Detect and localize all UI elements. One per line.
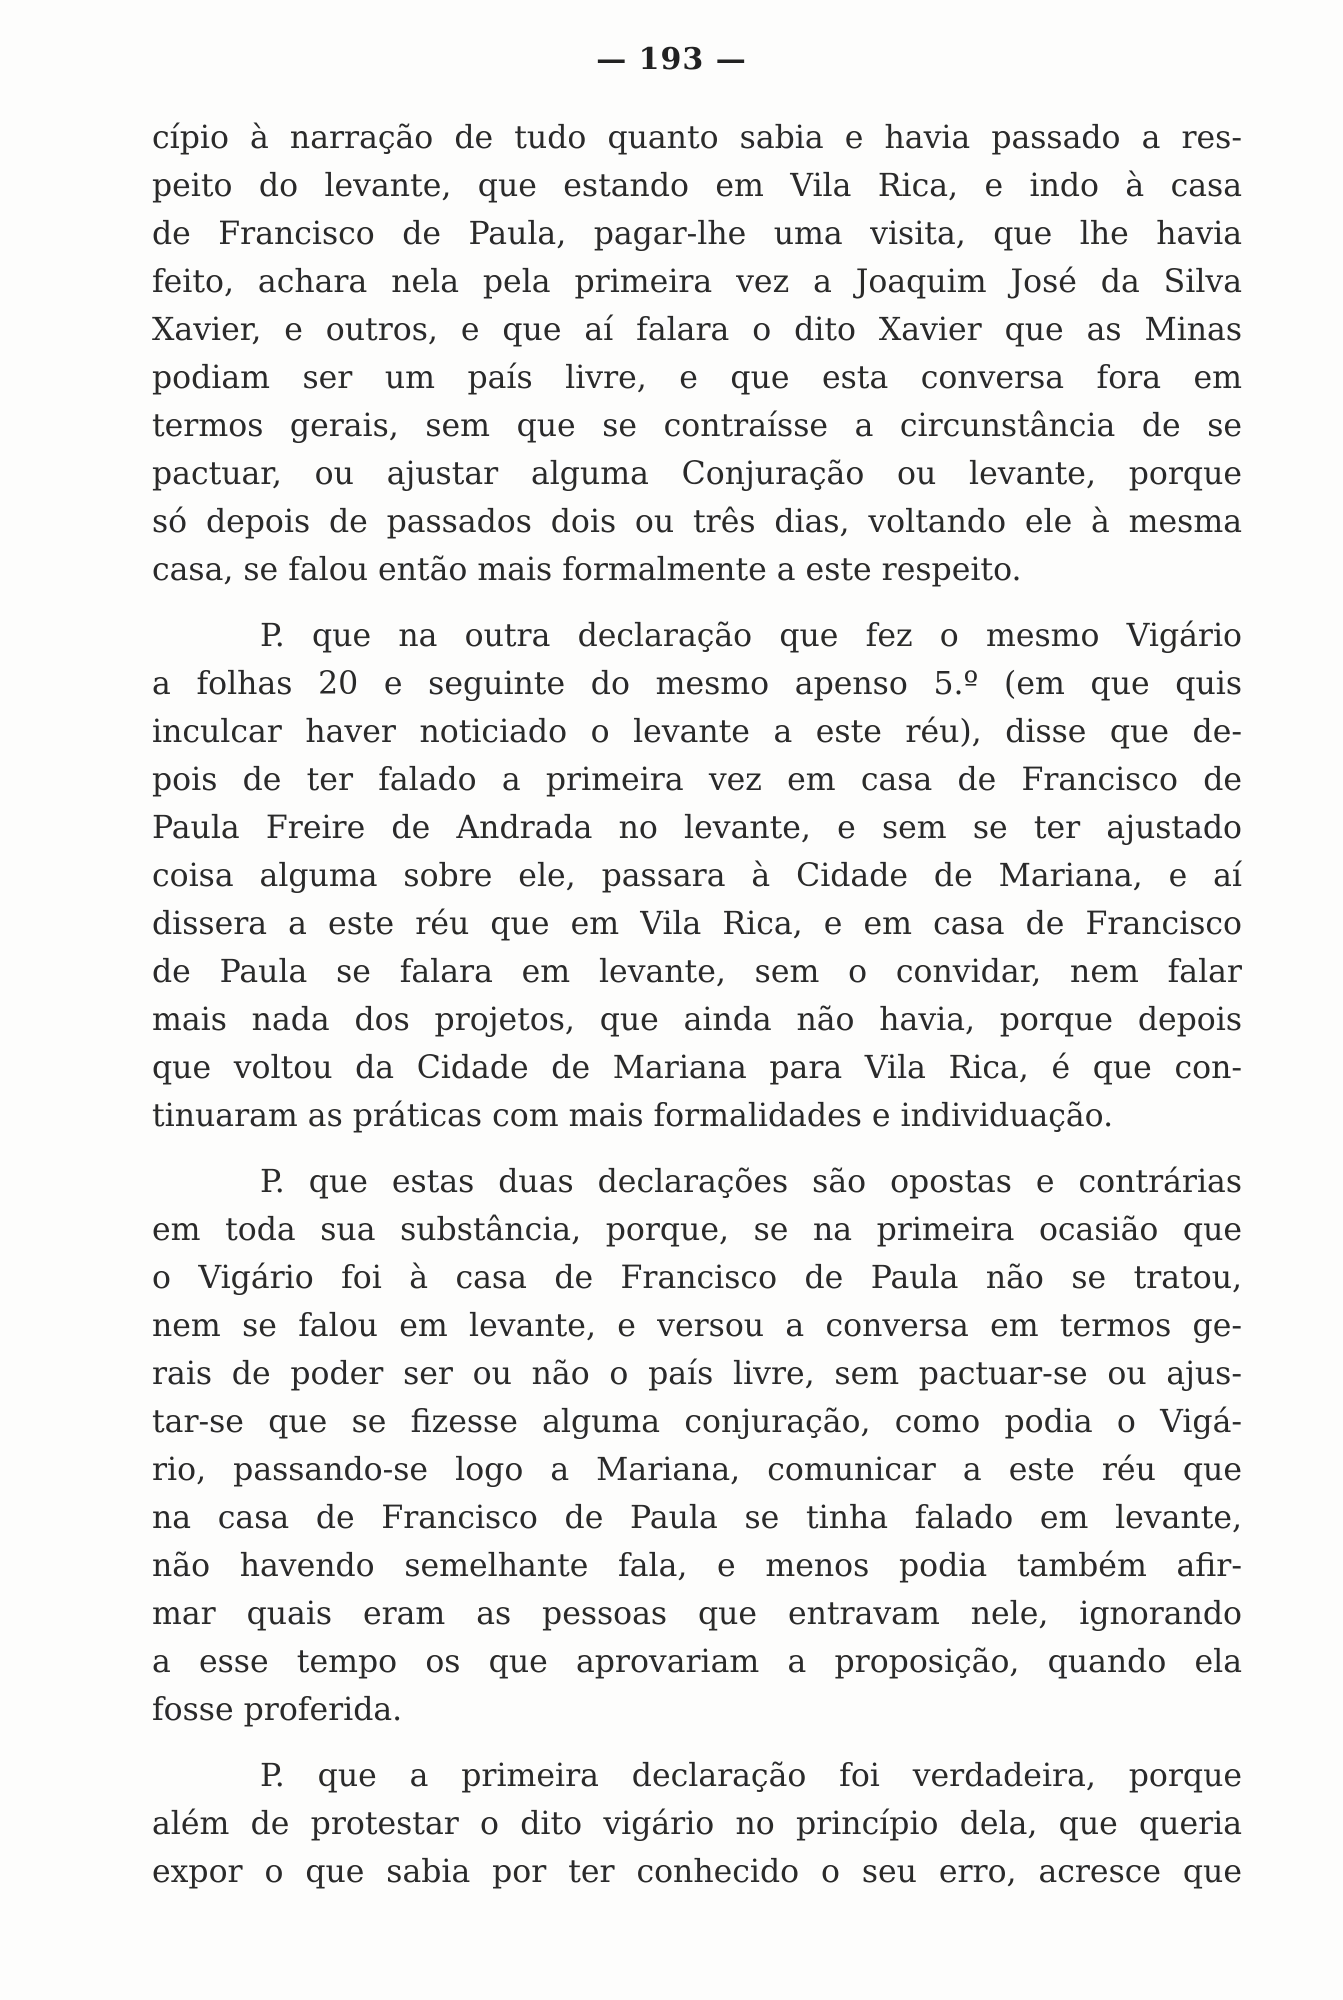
- text-line: peito do levante, que estando em Vila Rica, e indo à casa: [152, 168, 1242, 204]
- text-line: mar quais eram as pessoas que entravam nele, ignorando: [152, 1596, 1242, 1632]
- text-line: que voltou da Cidade de Mariana para Vila Rica, é que con-: [152, 1050, 1242, 1086]
- text-line: nem se falou em levante, e versou a conversa em termos ge-: [152, 1308, 1242, 1344]
- text-line: na casa de Francisco de Paula se tinha falado em levante,: [152, 1500, 1242, 1536]
- text-line: tar-se que se fizesse alguma conjuração, como podia o Vigá-: [152, 1404, 1242, 1440]
- text-line: cípio à narração de tudo quanto sabia e havia passado a res-: [152, 120, 1242, 156]
- text-line: a folhas 20 e seguinte do mesmo apenso 5.º (em que quis: [152, 666, 1242, 702]
- text-line: pois de ter falado a primeira vez em casa de Francisco de: [152, 762, 1242, 798]
- paragraph-gap: [152, 1140, 1242, 1158]
- text-line: Xavier, e outros, e que aí falara o dito Xavier que as Minas: [152, 312, 1242, 348]
- text-line: o Vigário foi à casa de Francisco de Paula não se tratou,: [152, 1260, 1242, 1296]
- text-line: P. que estas duas declarações são opostas e contrárias: [260, 1164, 1242, 1200]
- text-line: de Francisco de Paula, pagar-lhe uma visita, que lhe havia: [152, 216, 1242, 252]
- paragraph: [152, 612, 1242, 1140]
- text-line: inculcar haver noticiado o levante a este réu), disse que de-: [152, 714, 1242, 750]
- text-line: pactuar, ou ajustar alguma Conjuração ou levante, porque: [152, 456, 1242, 492]
- paragraph: [152, 1158, 1242, 1734]
- text-line: além de protestar o dito vigário no princípio dela, que queria: [152, 1806, 1242, 1842]
- text-line: termos gerais, sem que se contraísse a circunstância de se: [152, 408, 1242, 444]
- text-line: tinuaram as práticas com mais formalidades e individuação.: [152, 1098, 1114, 1134]
- text-line: P. que na outra declaração que fez o mesmo Vigário: [260, 618, 1242, 654]
- text-line: podiam ser um país livre, e que esta conversa fora em: [152, 360, 1242, 396]
- text-line: fosse proferida.: [152, 1692, 403, 1728]
- text-line: de Paula se falara em levante, sem o convidar, nem falar: [152, 954, 1242, 990]
- text-line: só depois de passados dois ou três dias, voltando ele à mesma: [152, 504, 1242, 540]
- page-number: — 193 —: [596, 42, 747, 77]
- text-line: rio, passando-se logo a Mariana, comunicar a este réu que: [152, 1452, 1242, 1488]
- text-line: mais nada dos projetos, que ainda não havia, porque depois: [152, 1002, 1242, 1038]
- text-line: em toda sua substância, porque, se na primeira ocasião que: [152, 1212, 1242, 1248]
- body-text: [152, 114, 1242, 1896]
- text-line: coisa alguma sobre ele, passara à Cidade de Mariana, e aí: [152, 858, 1242, 894]
- text-line: a esse tempo os que aprovariam a proposição, quando ela: [152, 1644, 1242, 1680]
- text-line: dissera a este réu que em Vila Rica, e em casa de Francisco: [152, 906, 1242, 942]
- text-line: casa, se falou então mais formalmente a este respeito.: [152, 552, 1022, 588]
- paragraph-gap: [152, 1734, 1242, 1752]
- text-line: feito, achara nela pela primeira vez a Joaquim José da Silva: [152, 264, 1242, 300]
- text-line: expor o que sabia por ter conhecido o seu erro, acresce que: [152, 1854, 1242, 1890]
- text-line: Paula Freire de Andrada no levante, e sem se ter ajustado: [152, 810, 1242, 846]
- paragraph-gap: [152, 594, 1242, 612]
- text-line: rais de poder ser ou não o país livre, sem pactuar-se ou ajus-: [152, 1356, 1242, 1392]
- paragraph: [152, 114, 1242, 594]
- paragraph: [152, 1752, 1242, 1896]
- text-line: não havendo semelhante fala, e menos podia também afir-: [152, 1548, 1242, 1584]
- text-line: P. que a primeira declaração foi verdadeira, porque: [260, 1758, 1242, 1794]
